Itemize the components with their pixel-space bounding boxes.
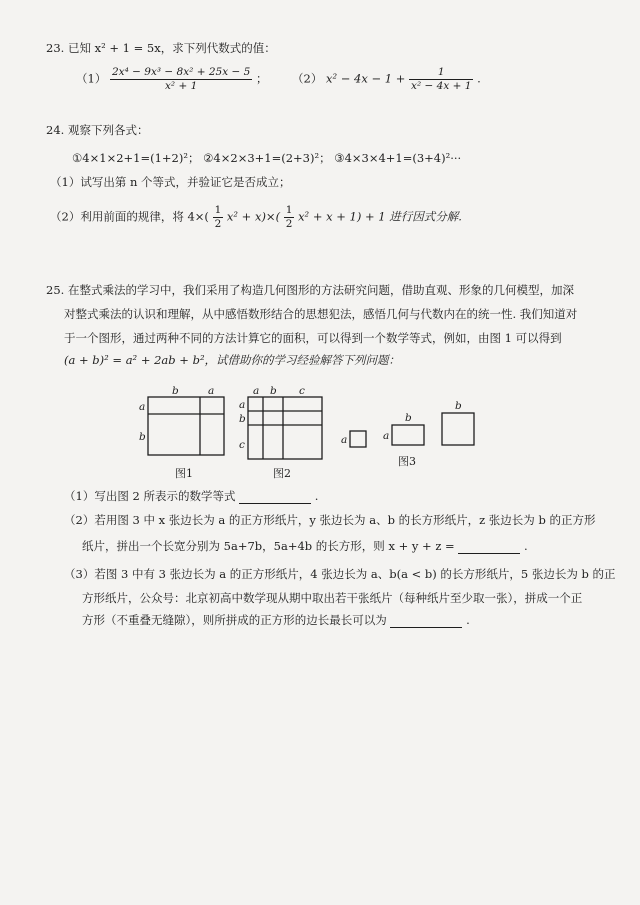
fig1-outer-square <box>148 397 224 455</box>
fig2-label-top-a: a <box>253 385 260 397</box>
q25-p3-line-3: 方形（不重叠无缝隙），则所拼成的正方形的边长最长可以为 <box>82 613 387 627</box>
fig1-label-left-a: a <box>139 401 146 413</box>
q23-p1-fraction <box>110 66 252 93</box>
q23-part2 <box>292 66 481 93</box>
q25-p3-answer-blank[interactable] <box>390 615 462 628</box>
fig2-outer-square <box>248 397 322 459</box>
q24-part1: （1）试写出第 n 个等式，并验证它是否成立； <box>50 175 291 189</box>
fig2-caption: 图2 <box>273 467 291 480</box>
fig3-square-a <box>350 431 366 447</box>
q23-p2-expr: x² − 4x − 1 + <box>325 71 406 86</box>
q23-intro: 23. 已知 x² + 1 = 5x，求下列代数式的值： <box>46 41 276 55</box>
q25-p2-answer-blank[interactable] <box>458 541 520 554</box>
q25-line-4: (a + b)² = a² + 2ab + b²，试借助你的学习经验解答下列问题： <box>64 353 401 367</box>
q25-line-1: 25. 在整式乘法的学习中，我们采用了构造几何图形的方法研究问题，借助直观、形象的几何模型，加深 <box>46 283 574 297</box>
fig1-caption: 图1 <box>175 467 193 480</box>
q25-p2-line-2: 纸片，拼出一个长宽分别为 5a+7b，5a+4b 的长方形，则 x + y + z = <box>82 539 455 553</box>
q25-p1-end: . <box>314 489 319 503</box>
fig2-label-top-c: c <box>299 385 305 397</box>
fig2-label-top-b: b <box>270 385 277 397</box>
fig3-label-square-a: a <box>341 434 348 446</box>
q25-p3-end: . <box>466 613 470 627</box>
fig3-label-rect-a: a <box>383 430 390 442</box>
q25-figures <box>0 385 640 485</box>
q25-p1-text: （1）写出图 2 所表示的数学等式 <box>64 489 236 503</box>
q23-p1-label: （1） <box>76 71 107 86</box>
q25-p3-line-1: （3）若图 3 中有 3 张边长为 a 的正方形纸片，4 张边长为 a、b(a < b) 的长方形纸片，5 张边长为 b 的正 <box>64 567 616 581</box>
q25-line-3: 于一个图形，通过两种不同的方法计算它的面积，可以得到一个数学等式，例如，由图 1 可以得到 <box>64 331 562 345</box>
q25-p2-line-1: （2）若用图 3 中 x 张边长为 a 的正方形纸片，y 张边长为 a、b 的长方形纸片，z 张边长为 b 的正方形 <box>64 513 596 527</box>
q24-part2 <box>50 204 462 231</box>
q25-line-2: 对整式乘法的认识和理解，从中感悟数形结合的思想犯法，感悟几何与代数内在的统一性. 我们知道对 <box>64 307 578 321</box>
q24-p2-text-b: x² + x)×( <box>226 209 281 224</box>
q23-p2-fraction <box>409 66 473 93</box>
q23-p2-label: （2） <box>292 71 323 86</box>
q23-p2-denominator: x² − 4x + 1 <box>411 80 472 92</box>
q24-p2-f1-den: 2 <box>214 218 222 230</box>
q23-p2-numerator: 1 <box>409 66 473 80</box>
q25-p3-line-2: 方形纸片，公众号：北京初高中数学现从期中取出若干张纸片（每种纸片至少取一张），拼成一个正 <box>82 591 583 605</box>
q24-p2-f2-den: 2 <box>285 218 293 230</box>
q25-part3-line3 <box>82 612 470 628</box>
q25-part1 <box>64 488 318 504</box>
q25-p1-answer-blank[interactable] <box>239 491 311 504</box>
q24-p2-f2-num: 1 <box>285 204 293 216</box>
q24-intro: 24. 观察下列各式： <box>46 123 149 137</box>
q24-p2-fraction-2 <box>284 204 295 231</box>
q23-part1 <box>76 66 267 93</box>
q25-p2-end: . <box>523 539 528 553</box>
fig1-label-top-b: b <box>172 385 179 397</box>
q23-p1-numerator: 2x⁴ − 9x³ − 8x² + 25x − 5 <box>111 66 251 78</box>
fig3-square-b <box>442 413 474 445</box>
fig3-caption: 图3 <box>398 455 416 468</box>
q24-formulas: ①4×1×2+1=(1+2)²； ②4×2×3+1=(2+3)²； ③4×3×4+1=(3+4)²··· <box>72 151 462 165</box>
fig2-label-left-a: a <box>239 399 246 411</box>
fig1-label-top-a: a <box>208 385 215 397</box>
fig3-label-square-b: b <box>455 400 462 412</box>
q24-p2-fraction-1 <box>213 204 224 231</box>
q24-p2-f1-num: 1 <box>214 204 222 216</box>
fig1-label-left-b: b <box>139 431 146 443</box>
fig3-label-rect-b: b <box>405 412 412 424</box>
q25-part2-line2 <box>82 538 528 554</box>
fig3-rect-ab <box>392 425 424 445</box>
q23-p1-denominator: x² + 1 <box>164 80 198 92</box>
fig2-label-left-c: c <box>239 439 245 451</box>
q24-p2-text-a: （2）利用前面的规律，将 4×( <box>50 209 209 224</box>
q23-p1-end: ； <box>255 71 268 86</box>
q23-p2-end: . <box>477 71 481 86</box>
q24-p2-text-c: x² + x + 1) + 1 进行因式分解. <box>298 209 462 224</box>
fig2-label-left-b: b <box>239 413 246 425</box>
